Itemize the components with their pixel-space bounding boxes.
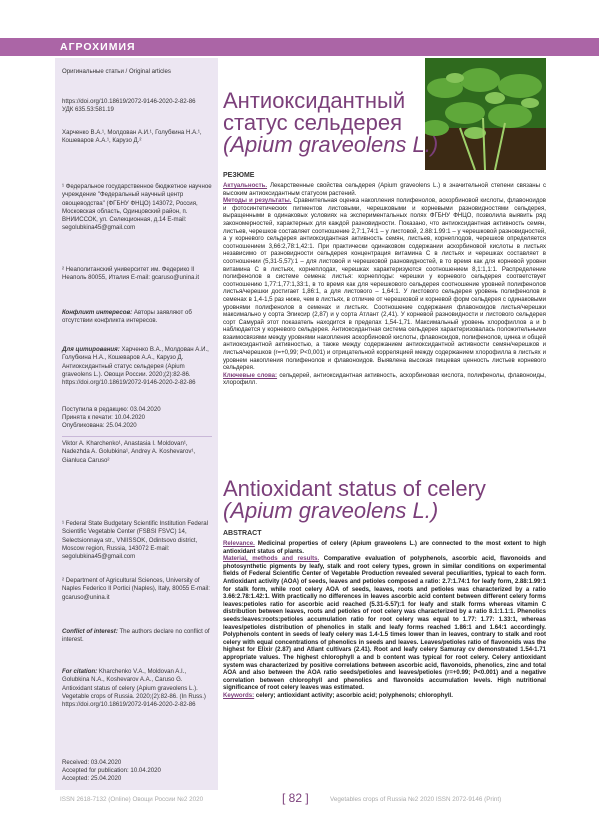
affiliation-1-ru: ¹ Федеральное государственное бюджетное научное учреждение "Федеральный научный центр овощеводства" (ФГБНУ ФНЦО) 143072, Россия, Московская область, Одинцовский район, п. ВНИИССОК, ул. Селекционная, д.14 E-mail: segolubkina45@gmail.com [62, 183, 212, 232]
methods-en: Comparative evaluation of polyphenols, ascorbic acid, flavonoids and photosynthetic pigments by leafy, stalk and root celery types, grown in similar conditions on experimental fields of Federal Scientific Center of Vegetable Production revealed several peculiarities, typical to each form. Antioxidant activity (AOA) of seeds, leaves and petioles composed a ratio: 2.7:1.74:1 for leafy form, 2.88:1.99:1 for stalk form, while root celery AOA of seeds, leaves, roots and petioles was characterized by a ratio 3.66:2.78:1.42:1. With practically no differences in leaves ascorbic acid content between different celery forms leaves:petioles ratio for ascorbic acid reached (5.31-5.57):1 for leafy and stalk forms whereas vitamin C distribution between leaves, roots and petioles of root celery was characterized by a ratio 8.1:1.1:1. Phenolics seeds:leaves:roots:petioles accumulation ratio for root celery was equal to 1.77: 1.77: 1.33:1, whereas leaves/petioles distribution of phenolics in stalk and leafy forms reached 1.86:1 and 1.64:1 accordingly. Polyphenols content in seeds of leafy celery was 1.4-1.5 times lower than in leaves, contrary to stalk and root celery with equal concentrations of phenolics in seeds and leaves. Leaves/petioles ratio of flavonoids was the highest for Elixir (2.87) and Atlant cultivars (2.41). Root and leafy celery Samuray cv demonstrated 1.54-1.71 appropriate values. The highest chlorophyll a and b content was typical for root celery. Celery antioxidant system was characterized by positive correlations between ascorbic acid, flavonoids, phenolics, zinc and total AOA and also between the AOA ratio seeds/petioles and leaves/petioles (r=+0.99; P<0.001) and a negative correlation between chlorophyll and phenolics and flavonoids accumulation levels. High nutritional significance of root celery leaves was estimated. [223, 555, 546, 692]
abstract-ru [223, 182, 546, 454]
title-en-line-2: (Apium graveolens L.) [223, 498, 439, 523]
authors-en: Viktor A. Kharchenko¹, Anastasia I. Moldovan¹, Nadezhda A. Golubkina¹, Andrey A. Koshevarov¹, Gianluca Caruso² [62, 440, 196, 464]
conflict-ru [62, 309, 214, 326]
title-ru-line-1: Антиоксидантный [223, 88, 406, 113]
relevance-ru: Лекарственные свойства сельдерея (Apium graveolens L.) в значительной степени связаны с высоким антиоксидантным статусом растений. [223, 182, 546, 197]
page-number: [ 82 ] [282, 791, 309, 805]
relevance-label-ru: Актуальность. [223, 182, 268, 189]
citation-label-ru: Для цитирования: [62, 346, 120, 353]
citation-ru [62, 346, 214, 387]
abstract-en [223, 540, 546, 776]
conflict-text-ru: Авторы заявляют об отсутствии конфликта интересов. [62, 309, 192, 325]
celery-photo [425, 58, 546, 170]
published-ru: Опубликована: 25.04.2020 [62, 422, 137, 429]
keywords-label-ru: Ключевые слова: [223, 371, 278, 379]
conflict-label-ru: Конфликт интересов: [62, 309, 133, 316]
methods-label-en: Material, methods and results. [223, 555, 320, 563]
article-category: Оригинальные статьи / Original articles [62, 68, 171, 75]
relevance-en: Medicinal properties of celery (Apium graveolens L.) are connected to the most extent to high antioxidant status of plants. [223, 540, 546, 555]
footer-right: Vegetables crops of Russia №2 2020 ISSN 2072-9146 (Print) [330, 796, 502, 803]
sidebar-divider [62, 436, 212, 437]
conflict-label-en: Conflict of interest: [62, 628, 118, 635]
keywords-en: celery; antioxidant activity; ascorbic acid; polyphenols; chlorophyll. [255, 691, 453, 699]
citation-label-en: For citation: [62, 668, 98, 675]
affiliation-2-en: ² Department of Agricultural Sciences, University of Naples Federico II Portici (Naples), Italy, 80055 E-mail: gcaruso@unina.it [62, 577, 210, 601]
methods-ru: Сравнительная оценка накопления полифенолов, аскорбиновой кислоты, флавоноидов и фотосинтетических пигментов листовыми, черешковыми и корневыми разновидностями сельдерея, выращенными в одинаковых условиях на экспериментальных полях ФГБНУ ФНЦО, позволила выявить ряд закономерностей, характерных для каждой разновидности. Показано, что антиоксидантная активность семян, листьев, черешков составляет соотношение 2,7:1,74:1 – у листовой, 2.88:1.99:1 – у черешковой разновидностей, а у корневого сельдерея антиоксидантная активность семян, листьев, корнеплодов, черешков определяется соотношением 3,66:2,78:1,42:1. При практически одинаковом содержании аскорбиновой кислоты в листьях независимо от разновидности сельдерея концентрация витамина С в листьях и черешках составляет в соотношении (5,31-5,57):1 – для листовой и черешковой разновидностей, в то время как для корневой уровни витамина С в листьях, корнеплодах, черешках характеризуются соотношением 8,1:1,1:1. Распределение полифенолов в системе семена: листья: корнеплоды: черешки у корневого сельдерея соответствует соотношению 1,77:1,77:1,33:1, в то время как для черешкового сельдерея соотношение уровней полифенолов листья/черешки достигает 1,86:1, а для листового – 1,64:1. У листового сельдерея уровень полифенолов в семенах в 1,4-1,5 раз ниже, чем в листьях, в отличие от черешковой и корневой форм сельдерея с одинаковыми уровнями полифенолов в семенах и листьях. Соотношение содержания флавоноидов листья/черешки максимально у сорта Эликсир (2,87) и у сорта Атлант (2,41). У корневой разновидности и листового сельдерея сорт Самурай этот показатель находится в пределах 1,54-1,71. Максимальный уровень хлорофиллов а и b наблюдается у корневого сельдерея. Антиоксидантная система сельдерея характеризовалась положительными взаимосвязями между уровнями накопления аскорбиновой кислоты, флавоноидов, полифенолов, цинка и общей антиоксидантной активностью, а также между содержанием антиоксидантной активности семян/черешков и листья/черешков (r=+0,99; P<0,001) и отрицательной корреляцией между содержанием хлорофилла в листьях и уровнем накопления полифенолов и флавоноидов. Выявлена высокая пищевая ценность листьев корневого сельдерея. [223, 197, 546, 372]
published-en: Accepted: 25.04.2020 [62, 775, 122, 782]
title-en-line-1: Antioxidant status of celery [223, 476, 486, 501]
accepted-ru: Принята к печати: 10.04.2020 [62, 414, 145, 421]
authors-ru: Харченко В.А.¹, Молдован А.И.¹, Голубкина Н.А.¹, Кошеваров А.А.¹, Карузо Д.² [62, 129, 202, 145]
keywords-label-en: Keywords: [223, 691, 255, 699]
section-label: АГРОХИМИЯ [60, 41, 136, 53]
abstract-head-ru: РЕЗЮМЕ [223, 172, 255, 179]
udk-code: УДК 635.53:581.19 [62, 106, 114, 113]
title-ru-line-3: (Apium graveolens L.) [223, 132, 439, 157]
accepted-en: Accepted for publication: 10.04.2020 [62, 767, 161, 774]
footer-left: ISSN 2618-7132 (Online) Овощи России №2 2020 [60, 796, 204, 803]
affiliation-1-en: ¹ Federal State Budgetary Scientific Institution Federal Scientific Vegetable Center (FSBSI FSVC) 14, Selectsionnaya str., VNIISSOK, Odintsovo district, Moscow region, Russia, 143072 E-mail: segolubkina45@gmail.com [62, 520, 208, 561]
citation-text-en: Kharchenko V.A., Moldovan A.I., Golubkina N.A., Koshevarov A.A., Caruso G. Antioxidant status of celery (Apium graveolens L.). Vegetable crops of Russia. 2020;(2):82-86. (In Russ.) https://doi.org/10.18619/2072-9146-2020-2-82-86 [62, 668, 206, 709]
relevance-label-en: Relevance. [223, 540, 255, 547]
keywords-ru: сельдерей, антиоксидантная активность, аскорбиновая кислота, полифенолы, флавоноиды, хлорофилл. [223, 371, 546, 387]
section-banner [0, 38, 599, 56]
conflict-text-en: The authors declare no conflict of interest. [62, 628, 210, 644]
methods-label-ru: Методы и результаты. [223, 197, 292, 205]
received-en: Received: 03.04.2020 [62, 759, 122, 766]
abstract-head-en: ABSTRACT [223, 530, 262, 537]
affiliation-2-ru: ² Неаполитанский университет им. Федерико II Неаполь 80055, Италия E-mail: gcaruso@unina.it [62, 266, 200, 282]
conflict-en [62, 628, 214, 645]
citation-en [62, 668, 214, 709]
doi-link-ru[interactable]: https://doi.org/10.18619/2072-9146-2020-2-82-86 [62, 98, 196, 105]
citation-text-ru: Харченко В.А., Молдован А.И., Голубкина Н.А., Кошеваров А.А., Карузо Д. Антиоксидантный статус сельдерея (Apium graveolens L.). Овощи России. 2020;(2):82-86. https://doi.org/10.18619/2072-9146-2020-2-82-86 [62, 346, 209, 387]
received-ru: Поступила в редакцию: 03.04.2020 [62, 406, 161, 413]
title-ru-line-2: статус сельдерея [223, 110, 403, 135]
